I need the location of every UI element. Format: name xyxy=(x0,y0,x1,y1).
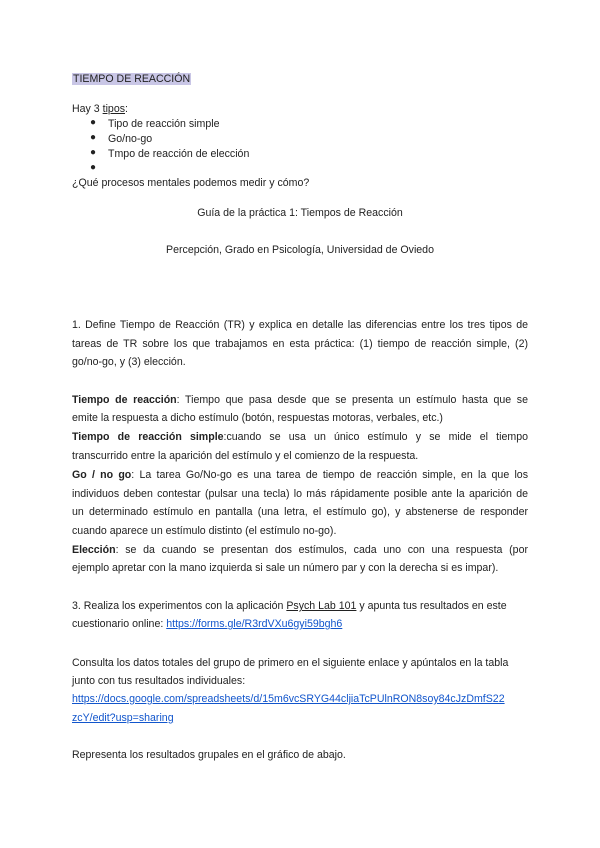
types-intro: Hay 3 tipos: xyxy=(72,103,128,115)
definition-line: transcurrido entre la aparición del estímulo y el comienzo de la respuesta. xyxy=(72,450,419,462)
question-3-line: 3. Realiza los experimentos con la aplicación Psych Lab 101 y apunta tus resultados en este xyxy=(72,600,507,612)
question-1-line: go/no-go, y (3) elección. xyxy=(72,356,186,368)
definition-line: emite la respuesta a dicho estímulo (botón, respuestas motoras, verbales, etc.) xyxy=(72,412,443,424)
spreadsheet-link[interactable]: https://docs.google.com/spreadsheets/d/15m6vcSRYG44cljiaTcPUlnRON8soy84cJzDmfS22 xyxy=(72,693,505,705)
guide-title: Guía de la práctica 1: Tiempos de Reacción xyxy=(197,207,403,219)
bullet-icon: ● xyxy=(90,147,97,158)
definition-line: un determinado estímulo en pantalla (una letra, el estímulo go), y abstenerse de responder xyxy=(72,506,528,518)
definition-simple: Tiempo de reacción simple:cuando se usa un único estímulo y se mide el tiempo xyxy=(72,431,528,443)
list-item: Tmpo de reacción de elección xyxy=(108,148,250,160)
term-label: Tiempo de reacción simple xyxy=(72,431,224,443)
section-heading xyxy=(72,72,191,87)
bullet-icon: ● xyxy=(90,132,97,143)
question-3-line: cuestionario online: https://forms.gle/R3rdVXu6gyi59bgh6 xyxy=(72,618,343,630)
bullet-icon: ● xyxy=(90,117,97,128)
definition-line: individuos deben contestar (pulsar una tecla) lo más rápidamente posible ante la aparición de xyxy=(72,488,528,500)
guide-subtitle: Percepción, Grado en Psicología, Universidad de Oviedo xyxy=(166,244,434,256)
bullet-icon: ● xyxy=(90,162,97,173)
question-1-line: 1. Define Tiempo de Reacción (TR) y explica en detalle las diferencias entre los tres tipos de xyxy=(72,319,528,331)
question-1-line: tareas de TR sobre los que trabajamos en esta práctica: (1) tiempo de reacción simple, (2) xyxy=(72,338,528,350)
term-label: Go / no go xyxy=(72,469,132,481)
definition-go-no-go: Go / no go: La tarea Go/No-go es una tarea de tiempo de reacción simple, en la que los xyxy=(72,469,528,481)
definition-choice: Elección: se da cuando se presentan dos estímulos, cada uno con una respuesta (por xyxy=(72,544,528,556)
definition-line: ejemplo apretar con la mano izquierda si sale un número par y con la derecha si es impar). xyxy=(72,562,499,574)
definition-line: cuando aparece un estímulo distinto (el estímulo no-go). xyxy=(72,525,337,537)
list-item: Tipo de reacción simple xyxy=(108,118,220,130)
question-text: ¿Qué procesos mentales podemos medir y cómo? xyxy=(72,177,310,189)
term-label: Tiempo de reacción xyxy=(72,394,177,406)
consult-line: junto con tus resultados individuales: xyxy=(72,675,246,687)
app-name: Psych Lab 101 xyxy=(286,600,357,612)
definition-tr: Tiempo de reacción: Tiempo que pasa desde que se presenta un estímulo hasta que se xyxy=(72,394,528,406)
highlighted-title: TIEMPO DE REACCIÓN xyxy=(73,73,191,85)
represent-text: Representa los resultados grupales en el gráfico de abajo. xyxy=(72,749,346,761)
term-label: Elección xyxy=(72,544,116,556)
spreadsheet-link-continued[interactable]: zcY/edit?usp=sharing xyxy=(72,712,174,724)
form-link[interactable]: https://forms.gle/R3rdVXu6gyi59bgh6 xyxy=(166,618,343,630)
consult-line: Consulta los datos totales del grupo de primero en el siguiente enlace y apúntalos en la tabla xyxy=(72,657,509,669)
list-item: Go/no-go xyxy=(108,133,153,145)
